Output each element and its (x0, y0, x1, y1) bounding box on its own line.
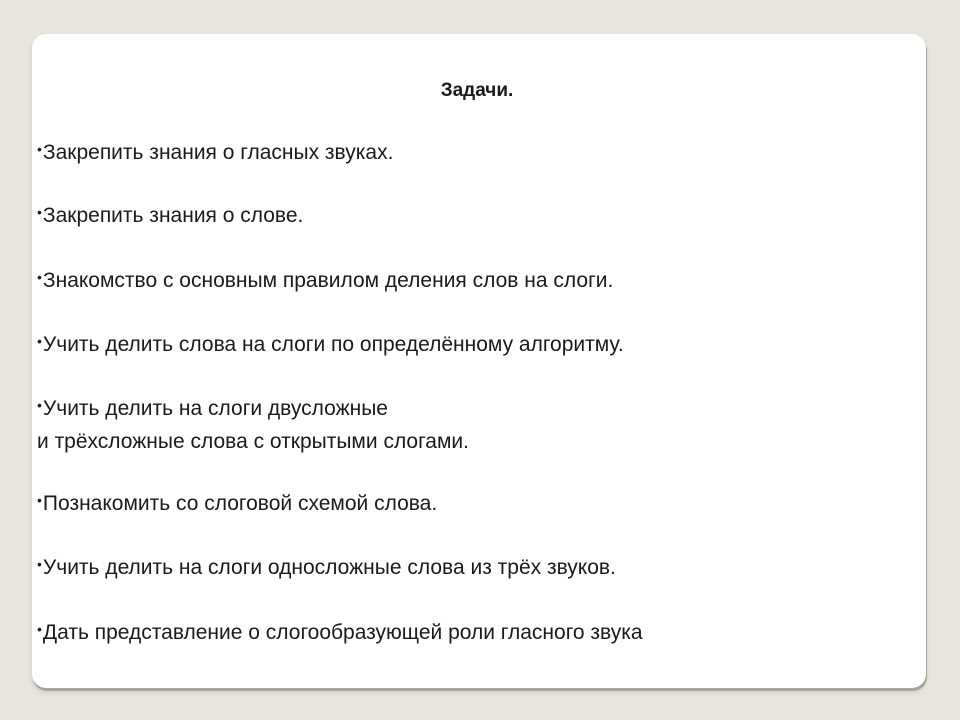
task-text: Учить делить на слоги односложные слова из трёх звуков. (42, 556, 616, 579)
bullet-icon: • (37, 397, 42, 413)
task-item (37, 393, 469, 458)
task-text: Закрепить знания о слове. (42, 204, 304, 227)
bullet-icon: • (37, 556, 42, 572)
task-item (37, 488, 437, 521)
bullet-icon: • (37, 492, 42, 508)
task-text: Учить делить слова на слоги по определённому алгоритму. (42, 333, 624, 356)
task-text: Учить делить на слоги двусложные (42, 397, 388, 420)
task-item (37, 329, 624, 362)
task-item (37, 617, 643, 650)
bullet-icon: • (37, 621, 42, 637)
task-item (37, 265, 613, 298)
task-item (37, 200, 303, 233)
slide-title: Задачи. (440, 80, 514, 101)
task-text-continuation: и трёхсложные слова с открытыми слогами. (37, 430, 469, 453)
task-text: Закрепить знания о гласных звуках. (42, 141, 394, 164)
task-item (37, 137, 393, 170)
bullet-icon: • (37, 269, 42, 285)
task-text: Знакомство с основным правилом деления слов на слоги. (42, 269, 614, 292)
bullet-icon: • (37, 141, 42, 157)
bullet-icon: • (37, 333, 42, 349)
task-text: Дать представление о слогообразующей роли гласного звука (42, 621, 643, 644)
bullet-icon: • (37, 204, 42, 220)
task-item (37, 552, 616, 585)
task-text: Познакомить со слоговой схемой слова. (42, 492, 438, 515)
